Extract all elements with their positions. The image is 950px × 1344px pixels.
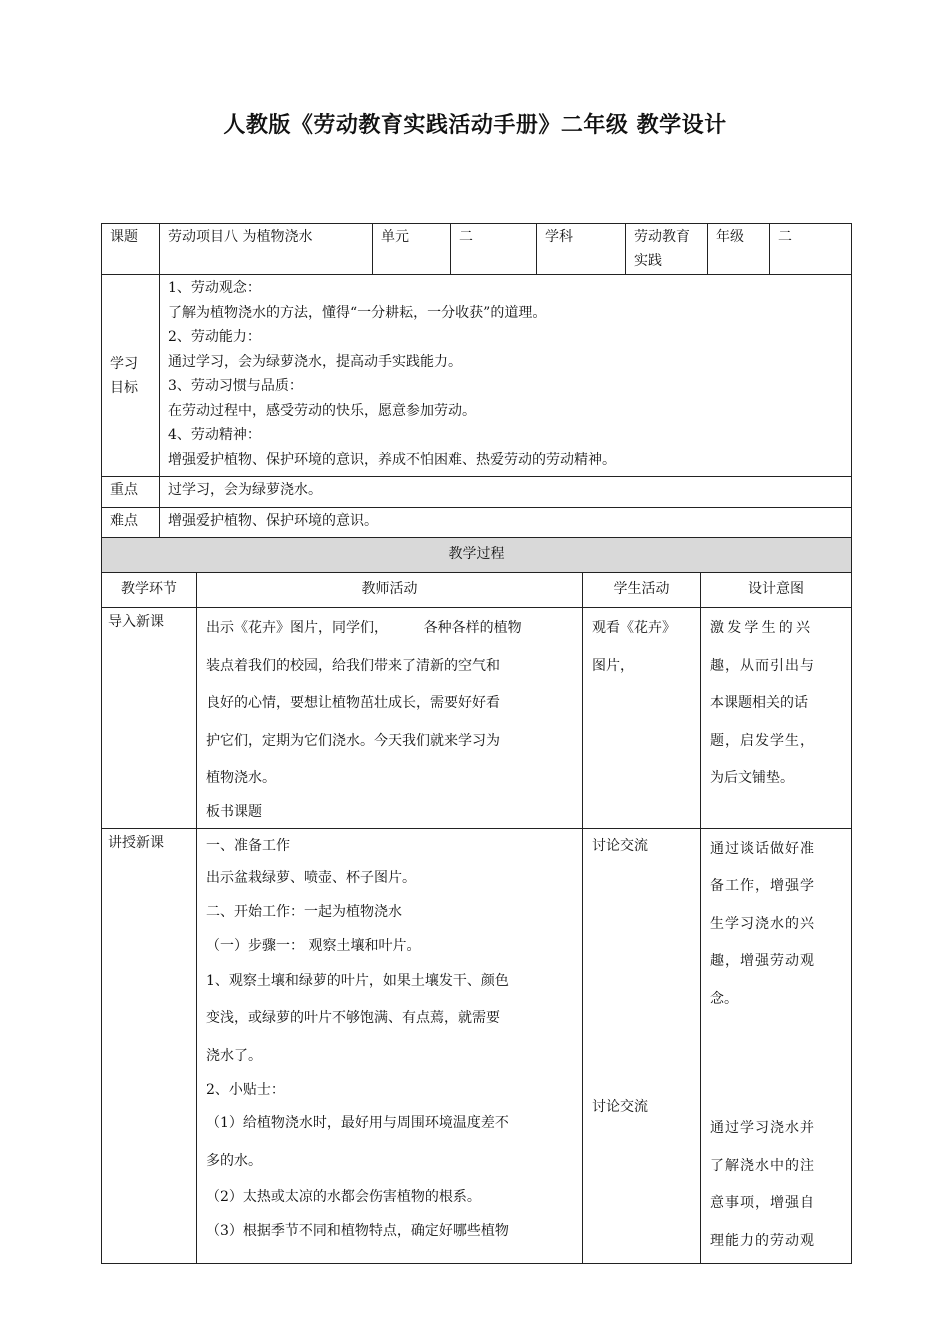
process-table xyxy=(101,537,852,1264)
subject-label: 学科 xyxy=(537,224,626,275)
key-point-value: 过学习，会为绿萝浇水。 xyxy=(160,477,852,508)
key-point-label: 重点 xyxy=(102,477,160,508)
grade-label: 年级 xyxy=(708,224,770,275)
lesson-stage: 讲授新课 xyxy=(102,828,197,1263)
difficulty-row xyxy=(102,508,852,539)
column-header-intent: 设计意图 xyxy=(701,573,852,608)
goals-content: 1、劳动观念： 了解为植物浇水的方法，懂得“一分耕耘，一分收获”的道理。 2、劳动能力： 通过学习，会为绿萝浇水，提高动手实践能力。 3、劳动习惯与品质： 在劳动过程中，感受劳动的快乐，愿意参加劳动。 4、劳动精神： 增强爱护植物、保护环境的意识，养成不怕困难、热爱劳动的劳动精神。 xyxy=(160,275,852,477)
column-header-student: 学生活动 xyxy=(583,573,701,608)
process-header: 教学过程 xyxy=(102,538,852,573)
goals-row xyxy=(102,275,852,477)
subject-value: 劳动教育 实践 xyxy=(626,224,708,275)
page-title: 人教版《劳动教育实践活动手册》二年级 教学设计 xyxy=(223,112,727,138)
topic-label: 课题 xyxy=(102,224,160,275)
intro-row xyxy=(102,608,852,829)
column-header-row xyxy=(102,573,852,608)
topic-value: 劳动项目八 为植物浇水 xyxy=(160,224,373,275)
lesson-student-activity: 讨论交流 讨论交流 xyxy=(583,828,701,1263)
goals-label: 学习 目标 xyxy=(102,275,160,477)
lesson-design-intent: 通过谈话做好准 备工作，增强学 生学习浇水的兴 趣，增强劳动观 念。 通过学习浇水并 了解浇水中的注 意事项，增强自 理能力的劳动观 xyxy=(701,828,852,1263)
topic-row xyxy=(102,224,852,275)
grade-value: 二 xyxy=(770,224,852,275)
lesson-row xyxy=(102,828,852,1263)
lesson-info-table xyxy=(101,223,852,539)
lesson-teacher-activity: 一、准备工作 出示盆栽绿萝、喷壶、杯子图片。 二、开始工作：一起为植物浇水 （一）步骤一： 观察土壤和叶片。 1、观察土壤和绿萝的叶片，如果土壤发干、颜色 变浅，或绿萝的叶片不够饱满、有点蔫，就需要 浇水了。 2、小贴士： （1）给植物浇水时，最好用与周围环境温度差不 多的水。 （2）太热或太凉的水都会伤害植物的根系。 （3）根据季节不同和植物特点，确定好哪些植物 xyxy=(197,828,583,1263)
intro-student-activity: 观看《花卉》 图片， xyxy=(583,608,701,829)
intro-teacher-activity: 出示《花卉》图片，同学们， 各种各样的植物 装点着我们的校园，给我们带来了清新的空气和 良好的心情，要想让植物茁壮成长，需要好好看 护它们，定期为它们浇水。今天我们就来学习为 植物浇水。 板书课题 xyxy=(197,608,583,829)
intro-design-intent: 激发学生的兴 趣，从而引出与 本课题相关的话 题，启发学生， 为后文铺垫。 xyxy=(701,608,852,829)
column-header-stage: 教学环节 xyxy=(102,573,197,608)
intro-stage: 导入新课 xyxy=(102,608,197,829)
unit-label: 单元 xyxy=(373,224,451,275)
key-point-row xyxy=(102,477,852,508)
difficulty-value: 增强爱护植物、保护环境的意识。 xyxy=(160,508,852,539)
unit-value: 二 xyxy=(451,224,537,275)
difficulty-label: 难点 xyxy=(102,508,160,539)
column-header-teacher: 教师活动 xyxy=(197,573,583,608)
